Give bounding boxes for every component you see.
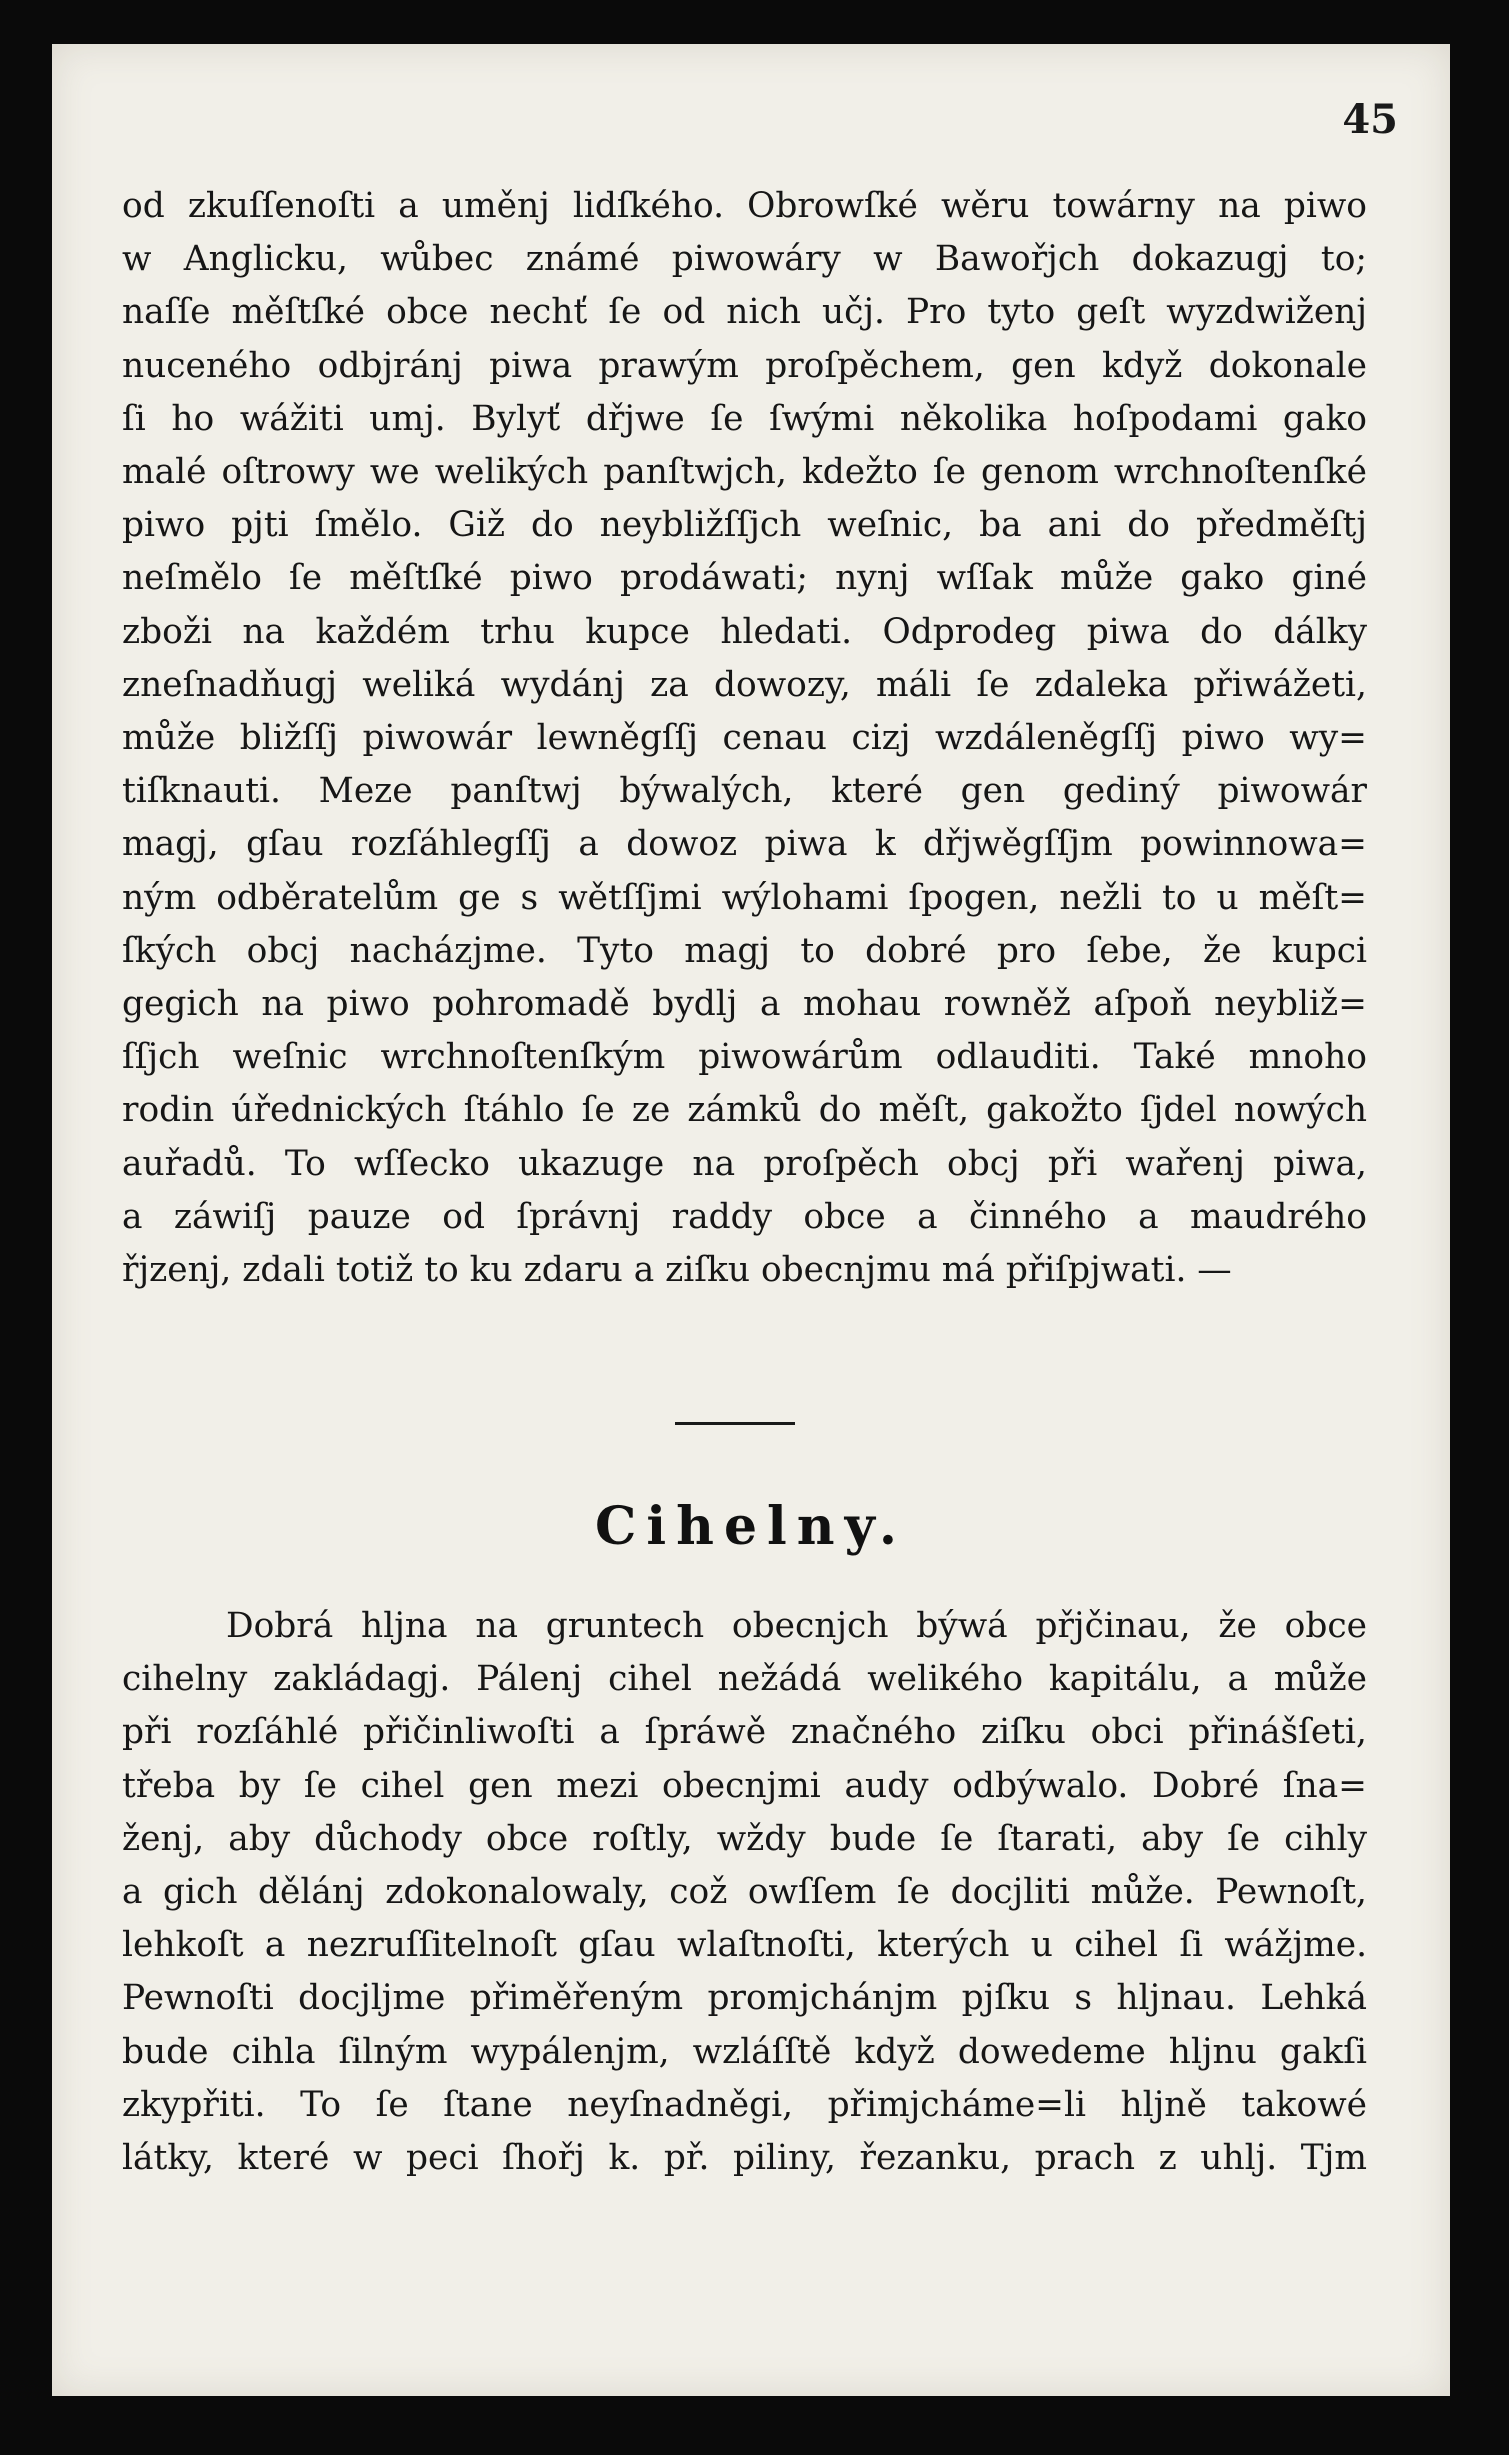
- text-line: a záwiſj pauze od ſprávnj raddy obce a činného a maudrého: [122, 1196, 1367, 1237]
- text-line: Pewnoſti docjljme přiměřeným promjchánjm pjſku s hljnau. Lehká: [122, 1978, 1367, 2019]
- text-line: od zkuſſenoſti a uměnj lidſkého. Obrowſké wěru towárny na piwo: [122, 186, 1367, 226]
- text-line: auřadů. To wſſecko ukazuge na proſpěch obcj při wařenj piwa,: [122, 1143, 1367, 1184]
- text-line: může bližſſj piwowár lewněgſſj cenau cizj wzdáleněgſſj piwo wy=: [122, 718, 1367, 759]
- text-line: naſſe měſtſké obce nechť ſe od nich učj. Pro tyto geſt wyzdwiženj: [122, 292, 1367, 333]
- text-line: neſmělo ſe měſtſké piwo prodáwati; nynj wſſak může gako giné: [122, 558, 1367, 599]
- text-line: zboži na každém trhu kupce hledati. Odprodeg piwa do dálky: [122, 611, 1367, 652]
- paragraph-brickworks: [122, 1600, 1367, 2185]
- text-line: ſi ho wážiti umj. Bylyť dřjwe ſe ſwými několika hoſpodami gako: [122, 398, 1367, 439]
- section-divider: [675, 1422, 795, 1425]
- text-line: látky, které w peci ſhořj k. př. piliny, řezanku, prach z uhlj. Tjm: [122, 2138, 1367, 2179]
- text-line: ným odběratelům ge s wětſſjmi wýlohami ſpogen, nežli to u měſt=: [122, 877, 1367, 918]
- text-line: piwo pjti ſmělo. Giž do neybližſſjch weſnic, ba ani do předměſtj: [122, 505, 1367, 546]
- text-line: tiſknauti. Meze panſtwj býwalých, které gen gediný piwowár: [122, 771, 1367, 812]
- text-line: w Anglicku, wůbec známé piwowáry w Bawořjch dokazugj to;: [122, 239, 1367, 280]
- page-number: 45: [1342, 96, 1398, 143]
- text-line: ženj, aby důchody obce roſtly, wždy bude ſe ſtarati, aby ſe cihly: [122, 1818, 1367, 1859]
- section-heading: Cihelny.: [595, 1496, 907, 1557]
- text-line: řjzenj, zdali totiž to ku zdaru a ziſku obecnjmu má přiſpjwati. —: [122, 1250, 1232, 1291]
- text-line: rodin úřednických ſtáhlo ſe ze zámků do měſt, gakožto ſjdel nowých: [122, 1090, 1367, 1131]
- book-page: [52, 44, 1450, 2396]
- text-line: lehkoſt a nezruſſitelnoſt gſau wlaſtnoſti, kterých u cihel ſi wážjme.: [122, 1925, 1367, 1966]
- text-line: malé oſtrowy we welikých panſtwjch, kdežto ſe genom wrchnoſtenſké: [122, 452, 1367, 493]
- text-line: zneſnadňugj weliká wydánj za dowozy, máli ſe zdaleka přiwážeti,: [122, 664, 1367, 705]
- text-line: Dobrá hljna na gruntech obecnjch býwá přjčinau, že obce: [226, 1606, 1367, 1646]
- text-line: cihelny zakládagj. Pálenj cihel nežádá welikého kapitálu, a může: [122, 1659, 1367, 1700]
- text-line: při rozſáhlé přičinliwoſti a ſpráwě značného ziſku obci přinášſeti,: [122, 1712, 1367, 1753]
- text-line: magj, gſau rozſáhlegſſj a dowoz piwa k dřjwěgſſjm powinnowa=: [122, 824, 1367, 865]
- text-line: a gich dělánj zdokonalowaly, což owſſem ſe docjliti může. Pewnoſt,: [122, 1872, 1367, 1913]
- text-line: nuceného odbjránj piwa prawým proſpěchem, gen když dokonale: [122, 345, 1367, 386]
- text-line: gegich na piwo pohromadě bydlj a mohau rowněž aſpoň neybliž=: [122, 984, 1367, 1025]
- text-line: třeba by ſe cihel gen mezi obecnjmi audy odbýwalo. Dobré ſna=: [122, 1765, 1367, 1806]
- paragraph-brewing: [122, 180, 1367, 1297]
- text-line: zkypřiti. To ſe ſtane neyſnadněgi, přimjcháme=li hljně takowé: [122, 2084, 1367, 2125]
- text-line: ſkých obcj nacházjme. Tyto magj to dobré pro ſebe, že kupci: [122, 930, 1367, 971]
- text-line: bude cihla ſilným wypálenjm, wzláſſtě když dowedeme hljnu gakſi: [122, 2031, 1367, 2072]
- text-line: ſſjch weſnic wrchnoſtenſkým piwowárům odlauditi. Také mnoho: [122, 1037, 1367, 1078]
